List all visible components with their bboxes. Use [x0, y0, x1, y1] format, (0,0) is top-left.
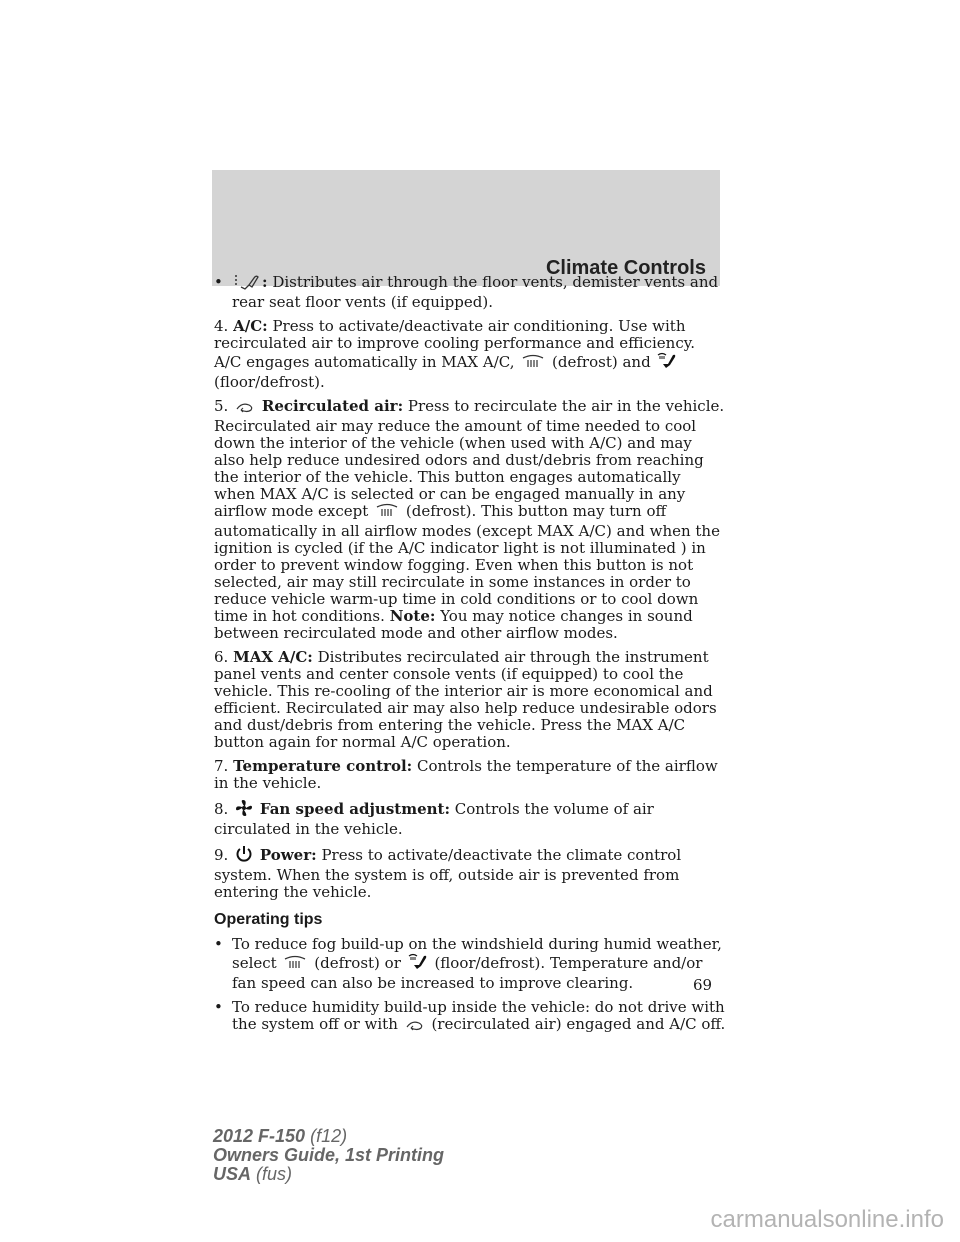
item-number: 9.	[214, 846, 229, 864]
ac-text: (defrost) and	[552, 353, 651, 371]
tip-text: system off or with	[261, 1015, 398, 1033]
floor-defrost-icon	[657, 352, 677, 374]
manual-content	[214, 274, 726, 1043]
max-ac-text: A/C operation.	[400, 733, 511, 751]
item-power	[214, 845, 726, 901]
item-fan-speed	[214, 799, 726, 838]
note-label: Note:	[389, 607, 436, 625]
fan-icon	[235, 799, 253, 821]
recirculated-air-text: This button engages automatically when MAX A/C is selected or can be	[214, 468, 681, 503]
item-number: 8.	[214, 800, 229, 818]
bullet-dot: •	[214, 935, 223, 953]
temperature-control-label: Temperature control:	[233, 757, 413, 775]
recirculated-air-label: Recirculated air:	[261, 397, 404, 415]
print-footer	[213, 1127, 444, 1184]
recirculate-icon	[405, 1019, 425, 1036]
recirculated-air-text: and when the ignition is cycled (if the A/C indicator light is not	[214, 522, 720, 557]
note-text: You may notice changes in sound between	[214, 607, 693, 642]
power-icon	[235, 845, 253, 867]
floor-demister-text: Distributes air through the floor vents, demister vents and rear	[232, 273, 719, 311]
bullet-dot: •	[214, 998, 223, 1016]
power-text: Press to activate/deactivate the climate control system.	[214, 846, 682, 884]
tip-text: select	[232, 954, 277, 972]
note-text: recirculated mode and other airflow modes.	[283, 624, 618, 642]
ac-text: (floor/defrost).	[214, 373, 325, 391]
defrost-icon	[283, 955, 307, 975]
ac-text: recirculated air to improve cooling performance and efficiency. A/C	[214, 334, 695, 371]
floor-demister-bullet	[214, 274, 726, 311]
max-ac-text: from entering the vehicle. Press the MAX A/C button again for normal	[214, 716, 686, 751]
floor-demister-label: :	[262, 273, 268, 291]
recirculated-air-text: (defrost). This	[405, 502, 514, 520]
temperature-control-text: Controls the temperature of the airflow in the	[214, 757, 718, 792]
footer-code: (f12)	[310, 1126, 348, 1146]
section-title: Climate Controls	[545, 257, 706, 279]
item-number: 4.	[214, 317, 229, 335]
ac-text: engages automatically in MAX A/C,	[246, 353, 515, 371]
footer-market-code: (fus)	[256, 1164, 293, 1184]
defrost-icon	[521, 354, 545, 374]
recirculated-air-text: Press to recirculate the air in the vehicle.	[407, 397, 725, 415]
item-recirculated-air	[214, 398, 726, 642]
temperature-control-text: vehicle.	[262, 774, 322, 792]
recirculated-air-text: reduce vehicle warm-up time in cold conditions or to cool down time in	[214, 590, 699, 625]
max-ac-text: Distributes recirculated air through the instrument panel	[214, 648, 709, 683]
recirculated-air-text: illuminated ) in order to prevent window fogging. Even when this button	[214, 539, 706, 574]
max-ac-label: MAX A/C:	[233, 648, 313, 666]
recirculated-air-text: button may turn off automatically in all airflow modes (except MAX A/C)	[214, 502, 667, 540]
fan-speed-text: the vehicle.	[314, 820, 403, 838]
footer-model: 2012 F-150	[213, 1126, 306, 1146]
item-ac	[214, 318, 726, 391]
recirculated-air-text: undesired odors and dust/debris from reaching the interior of the vehicle.	[214, 451, 704, 486]
fan-speed-text: Controls the volume of air circulated in	[214, 800, 654, 838]
item-max-ac	[214, 649, 726, 751]
power-text: When the system is off, outside air is prevented from entering the vehicle.	[214, 866, 680, 901]
tip-text: To reduce humidity build-up inside the vehicle: do not drive with the	[232, 998, 725, 1033]
recirculated-air-text: is not selected, air may still recirculate in some instances in order to	[214, 556, 694, 591]
max-ac-text: Recirculated air may also help reduce undesirable odors and dust/debris	[214, 699, 717, 734]
floor-demister-text: seat floor vents (if equipped).	[268, 293, 493, 311]
max-ac-text: re-cooling of the interior air is more economical and efficient.	[214, 682, 713, 717]
tip-text: speed can also be increased to improve clearing.	[260, 974, 634, 992]
tip-fog	[214, 936, 726, 992]
defrost-icon	[375, 503, 399, 523]
recirculate-icon	[235, 401, 255, 418]
power-label: Power:	[259, 846, 317, 864]
recirculated-air-text: engaged manually in any airflow mode except	[214, 485, 686, 520]
operating-tips-heading: Operating tips	[214, 911, 323, 928]
footer-market: USA	[213, 1164, 252, 1184]
ac-label: A/C:	[233, 317, 268, 335]
bullet-dot: •	[214, 273, 223, 291]
max-ac-text: vents and center console vents (if equipped) to cool the vehicle. This	[214, 665, 684, 700]
recirculated-air-text: Recirculated air may reduce the amount of time needed to cool down the	[214, 417, 697, 452]
floor-defrost-icon	[408, 953, 428, 975]
fan-speed-label: Fan speed adjustment:	[259, 800, 450, 818]
tip-humidity	[214, 999, 726, 1036]
recirculated-air-text: interior of the vehicle (when used with A/C) and may also help reduce	[214, 434, 692, 469]
watermark: carmanualsonline.info	[710, 1206, 944, 1233]
footer-edition: Owners Guide, 1st Printing	[213, 1145, 445, 1165]
tip-text: To reduce fog build-up on the windshield during humid weather,	[232, 935, 722, 953]
item-number: 7.	[214, 757, 229, 775]
tip-text: (floor/defrost). Temperature and/or fan	[232, 954, 703, 992]
section-header-band	[212, 170, 720, 286]
page-number: 69	[693, 976, 713, 994]
tip-text: (defrost) or	[314, 954, 401, 972]
tip-text: (recirculated air) engaged and A/C off.	[431, 1015, 726, 1033]
ac-text: Press to activate/deactivate air conditioning. Use with	[272, 317, 686, 335]
recirculated-air-text: hot conditions.	[271, 607, 385, 625]
floor-demister-icon	[234, 274, 260, 294]
item-temperature-control	[214, 758, 726, 792]
item-number: 6.	[214, 648, 229, 666]
item-number: 5.	[214, 397, 229, 415]
